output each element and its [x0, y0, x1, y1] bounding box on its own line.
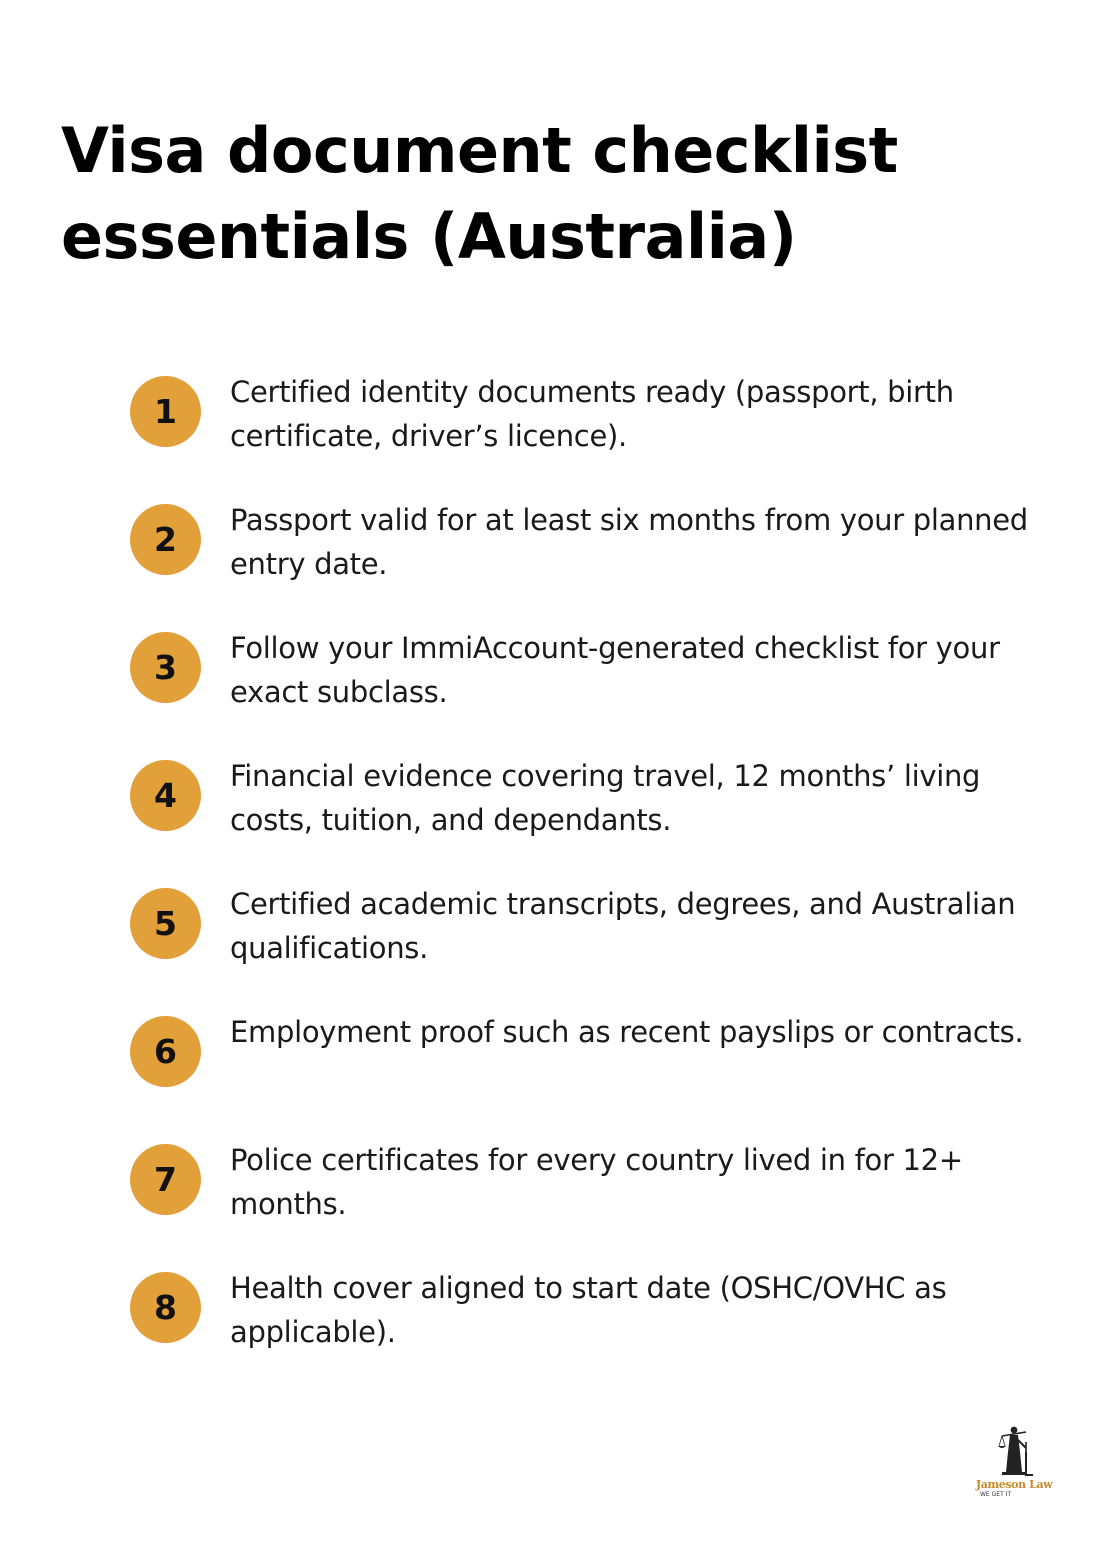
item-text: Certified identity documents ready (passport, birth certificate, driver’s licence).: [230, 375, 954, 453]
item-text: Follow your ImmiAccount-generated checklist for your exact subclass.: [230, 631, 1000, 709]
item-number-badge: 6: [130, 1016, 201, 1087]
lady-justice-icon: [996, 1422, 1034, 1478]
item-text: Certified academic transcripts, degrees, and Australian qualifications.: [230, 887, 1016, 965]
checklist-item: [130, 498, 1070, 598]
item-text: Employment proof such as recent payslips or contracts.: [230, 1015, 1024, 1049]
title-line-2: essentials (Australia): [61, 200, 797, 273]
checklist-item: [130, 1266, 1070, 1366]
item-number-badge: 2: [130, 504, 201, 575]
item-number-badge: 8: [130, 1272, 201, 1343]
item-text: Passport valid for at least six months from your planned entry date.: [230, 503, 1028, 581]
checklist-item: [130, 754, 1070, 854]
item-text: Health cover aligned to start date (OSHC/OVHC as applicable).: [230, 1271, 947, 1349]
logo-name: Jameson Law: [976, 1478, 1053, 1491]
item-number-badge: 5: [130, 888, 201, 959]
checklist-item: [130, 370, 1070, 470]
checklist-item: [130, 626, 1070, 726]
checklist-item: [130, 1138, 1070, 1238]
item-text: Police certificates for every country lived in for 12+ months.: [230, 1143, 963, 1221]
title-line-1: Visa document checklist: [61, 114, 898, 187]
logo-tagline: WE GET IT: [980, 1491, 1012, 1498]
brand-logo: [974, 1422, 1056, 1502]
checklist-item: [130, 1010, 1070, 1110]
checklist-item: [130, 882, 1070, 982]
item-number-badge: 1: [130, 376, 201, 447]
item-text: Financial evidence covering travel, 12 months’ living costs, tuition, and dependants.: [230, 759, 981, 837]
item-number-badge: 7: [130, 1144, 201, 1215]
item-number-badge: 3: [130, 632, 201, 703]
item-number-badge: 4: [130, 760, 201, 831]
